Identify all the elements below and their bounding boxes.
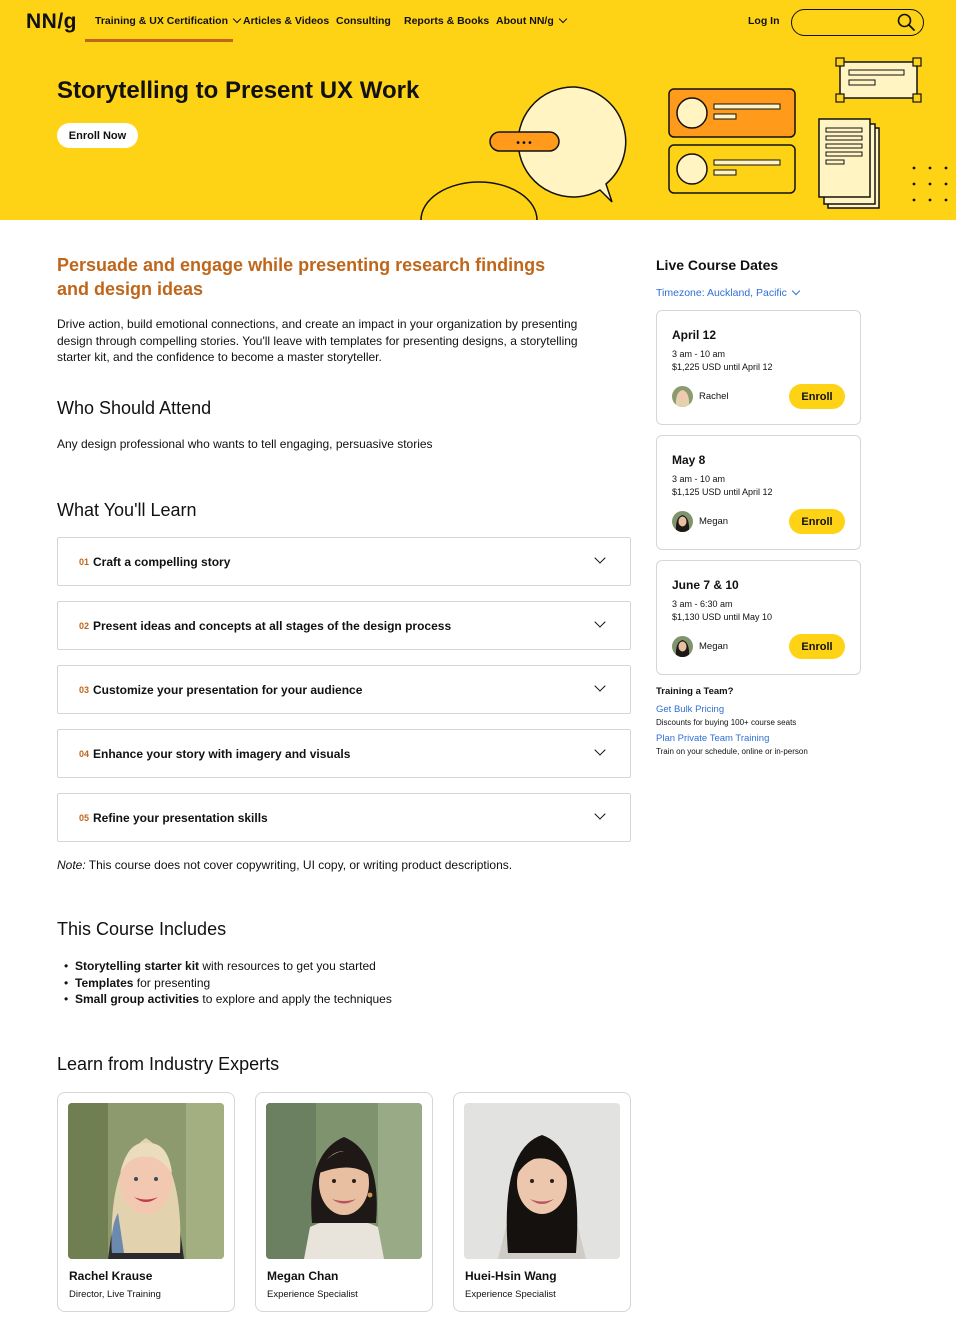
who-should-attend-text: Any design professional who wants to tell engaging, persuasive stories — [57, 437, 433, 451]
bulk-pricing-link[interactable]: Get Bulk Pricing — [656, 704, 725, 715]
dot-grid-decoration — [913, 167, 948, 202]
note-label: Note: — [57, 858, 86, 872]
enroll-now-button[interactable]: Enroll Now — [57, 123, 138, 148]
chevron-down-icon — [792, 287, 800, 295]
search-icon[interactable] — [897, 13, 915, 31]
course-date: April 12 — [672, 328, 717, 342]
course-lead: Persuade and engage while presenting research findings and design ideas — [57, 255, 546, 299]
course-time: 3 am - 6:30 am — [672, 599, 733, 609]
course-price: $1,130 USD until May 10 — [672, 612, 773, 622]
avatar — [672, 386, 693, 407]
expert-name: Megan Chan — [267, 1269, 339, 1283]
course-time: 3 am - 10 am — [672, 474, 726, 484]
note-text: This course does not cover copywriting, UI copy, or writing product descriptions. — [85, 858, 513, 872]
accordion-item-1[interactable] — [57, 537, 631, 586]
accordion-item-4[interactable] — [57, 729, 631, 778]
accordion-label: Present ideas and concepts at all stages of the design process — [93, 619, 452, 633]
accordion-label: Craft a compelling story — [93, 555, 231, 569]
course-intro: Drive action, build emotional connections, and create an impact in your organization by presenting design through compelling stories. You'll leave with templates for presenting designs, a storytelling starter kit, and the confidence to become a master storyteller. — [57, 317, 578, 364]
nav-training[interactable]: Training & UX Certification — [95, 15, 240, 27]
timezone-selector[interactable]: Timezone: Auckland, Pacific — [656, 287, 799, 299]
half-circle-shape — [421, 182, 537, 220]
course-time: 3 am - 10 am — [672, 349, 726, 359]
chevron-down-icon[interactable] — [594, 744, 605, 755]
accordion-label: Refine your presentation skills — [93, 811, 268, 825]
expert-photo — [464, 1103, 620, 1259]
course-date-card — [656, 560, 861, 675]
expert-card-huei-hsin[interactable] — [453, 1092, 631, 1312]
chevron-down-icon[interactable] — [594, 616, 605, 627]
portrait-image — [266, 1103, 422, 1259]
enroll-button[interactable]: Enroll — [789, 634, 845, 659]
enroll-button[interactable]: Enroll — [789, 509, 845, 534]
expert-role: Experience Specialist — [267, 1289, 358, 1300]
course-date: June 7 & 10 — [672, 578, 739, 592]
typing-dots: ••• — [515, 138, 533, 149]
portrait-image — [464, 1103, 620, 1259]
accordion-number: 02 — [79, 621, 90, 631]
expert-photo — [68, 1103, 224, 1259]
nav-reports[interactable]: Reports & Books — [404, 15, 490, 27]
accordion-label: Customize your presentation for your audience — [93, 683, 363, 697]
course-date-card — [656, 310, 861, 425]
bulk-pricing-desc: Discounts for buying 100+ course seats — [656, 718, 797, 727]
active-nav-underline — [85, 39, 233, 42]
accordion-item-3[interactable] — [57, 665, 631, 714]
portrait-image — [68, 1103, 224, 1259]
nav-consulting[interactable]: Consulting — [336, 15, 391, 27]
course-date-card — [656, 435, 861, 550]
instructor-name: Megan — [699, 516, 729, 527]
course-includes-heading: This Course Includes — [57, 919, 227, 939]
nng-logo[interactable]: NN/g — [26, 10, 77, 33]
top-navigation — [0, 0, 956, 44]
course-note — [57, 858, 512, 872]
private-training-desc: Train on your schedule, online or in-person — [656, 747, 808, 756]
chevron-down-icon — [233, 15, 241, 23]
course-price: $1,125 USD until April 12 — [672, 487, 773, 497]
instructor-name: Megan — [699, 641, 729, 652]
expert-name: Huei-Hsin Wang — [465, 1269, 557, 1283]
live-course-dates-heading: Live Course Dates — [656, 257, 779, 273]
page-title: Storytelling to Present UX Work — [57, 77, 420, 104]
accordion-label: Enhance your story with imagery and visuals — [93, 747, 351, 761]
nav-articles[interactable]: Articles & Videos — [243, 15, 330, 27]
hero-banner — [0, 0, 956, 220]
expert-card-megan[interactable] — [255, 1092, 433, 1312]
chevron-down-icon[interactable] — [594, 808, 605, 819]
search-input[interactable] — [791, 9, 924, 36]
course-date: May 8 — [672, 453, 706, 467]
accordion-number: 01 — [79, 557, 90, 567]
list-item: • Templates for presenting — [64, 975, 392, 992]
avatar — [672, 636, 693, 657]
list-item: • Small group activities to explore and apply the techniques — [64, 991, 392, 1008]
nav-about[interactable]: About NN/g — [496, 15, 566, 27]
expert-role: Director, Live Training — [69, 1289, 161, 1300]
expert-photo — [266, 1103, 422, 1259]
list-item: • Storytelling starter kit with resources to get you started — [64, 958, 392, 975]
chevron-down-icon[interactable] — [594, 680, 605, 691]
login-link[interactable]: Log In — [748, 15, 780, 27]
who-should-attend-heading: Who Should Attend — [57, 398, 212, 418]
experts-heading: Learn from Industry Experts — [57, 1054, 280, 1074]
expert-name: Rachel Krause — [69, 1269, 153, 1283]
what-you-learn-heading: What You'll Learn — [57, 500, 197, 520]
expert-card-rachel[interactable] — [57, 1092, 235, 1312]
avatar — [672, 511, 693, 532]
private-training-link[interactable]: Plan Private Team Training — [656, 733, 770, 744]
course-price: $1,225 USD until April 12 — [672, 362, 773, 372]
expert-role: Experience Specialist — [465, 1289, 556, 1300]
accordion-number: 05 — [79, 813, 90, 823]
enroll-button[interactable]: Enroll — [789, 384, 845, 409]
training-team-heading: Training a Team? — [656, 686, 734, 697]
chevron-down-icon[interactable] — [594, 552, 605, 563]
accordion-number: 04 — [79, 749, 90, 759]
accordion-item-5[interactable] — [57, 793, 631, 842]
course-includes-list — [64, 958, 392, 1008]
accordion-item-2[interactable] — [57, 601, 631, 650]
instructor-name: Rachel — [699, 391, 729, 402]
accordion-number: 03 — [79, 685, 90, 695]
chevron-down-icon — [559, 15, 567, 23]
